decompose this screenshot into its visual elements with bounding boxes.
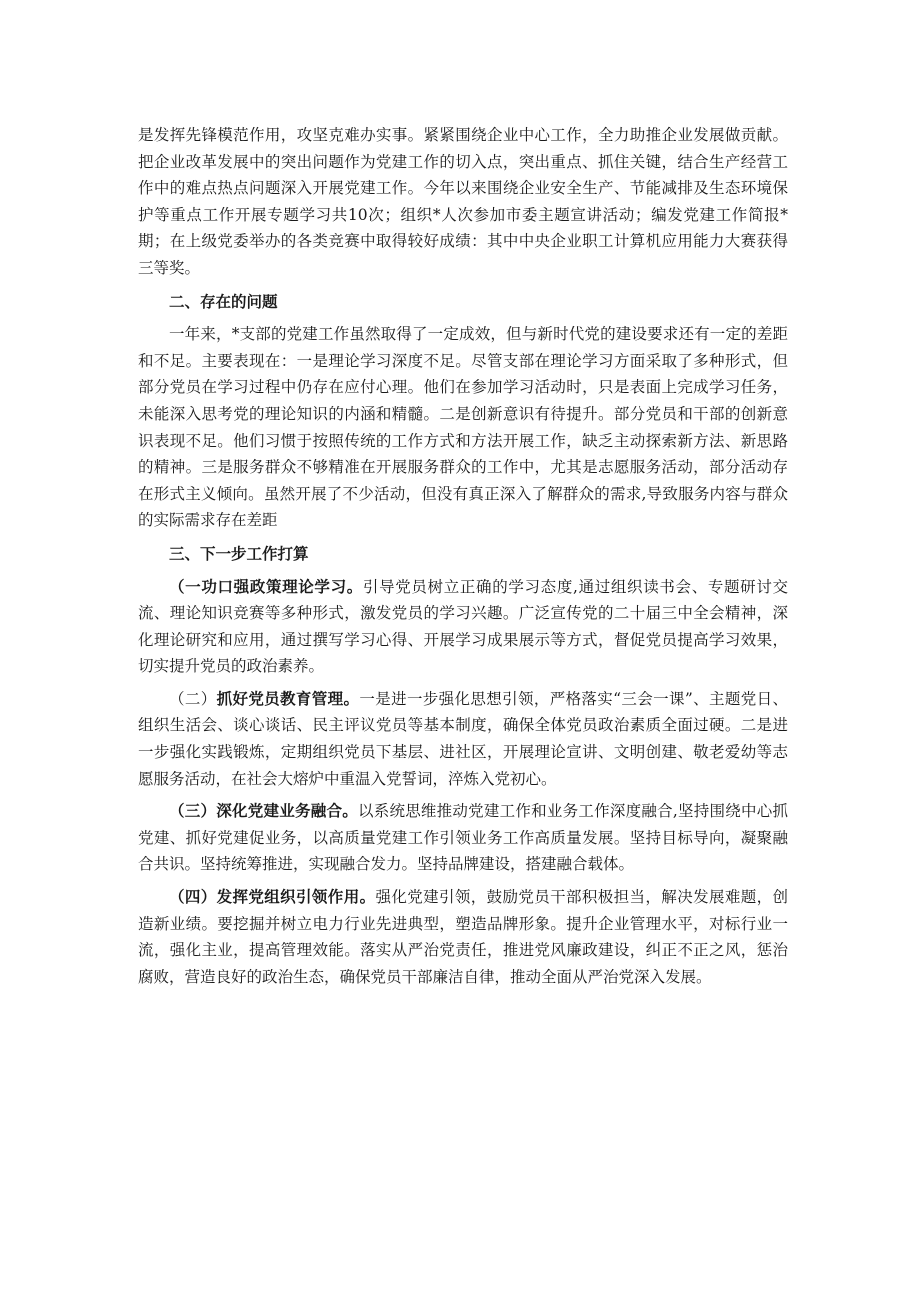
plan-item-4-text: 强化党建引领，鼓励党员干部积极担当，解决发展难题，创造新业绩。要挖掘并树立电力行业先进典型，塑造品牌形象。提升企业管理水平，对标行业一流，强化主业，提高管理效能。落实从严治党责任，推进党风廉政建设，纠正不正之风，惩治腐败，营造良好的政治生态，确保党员干部廉洁自律，推动全面从严治党深入发展。 — [138, 888, 788, 986]
problems-paragraph: 一年来，*支部的党建工作虽然取得了一定成效，但与新时代党的建设要求还有一定的差距和不足。主要表现在：一是理论学习深度不足。尽管支部在理论学习方面采取了多种形式，但部分党员在学习过程中仍存在应付心理。他们在参加学习活动时，只是表面上完成学习任务，未能深入思考党的理论知识的内涵和精髓。二是创新意识有待提升。部分党员和干部的创新意识表现不足。他们习惯于按照传统的工作方式和方法开展工作，缺乏主动探索新方法、新思路的精神。三是服务群众不够精准在开展服务群众的工作中，尤其是志愿服务活动，部分活动存在形式主义倾向。虽然开展了不少活动，但没有真正深入了解群众的需求,导致服务内容与群众的实际需求存在差距 — [138, 325, 788, 530]
plan-item-2-lead-prefix: （二） — [169, 689, 217, 708]
plan-item-3-lead: （三）深化党建业务融合。 — [169, 802, 358, 821]
document-body — [138, 122, 788, 990]
plan-item-1-text: 引导党员树立正确的学习态度,通过组织读书会、专题研讨交流、理论知识竞赛等多种形式，激发党员的学习兴趣。广泛宣传党的二十届三中全会精神，深化理论研究和应用，通过撰写学习心得、开展学习成果展示等方式，督促党员提高学习效果，切实提升党员的政治素养。 — [138, 577, 788, 676]
plan-item-3-text: 以系统思维推动党建工作和业务工作深度融合,坚持围绕中心抓党建、抓好党建促业务，以高质量党建工作引领业务工作高质量发展。坚持目标导向，凝聚融合共识。坚持统筹推进，实现融合发力。坚持品牌建设，搭建融合载体。 — [138, 802, 788, 874]
plan-item-1-lead: （一功口强政策理论学习。 — [169, 577, 363, 596]
plan-item-2-lead: 抓好党员教育管理。 — [216, 689, 360, 708]
section-heading-next-steps: 三、下一步工作打算 — [169, 544, 309, 563]
plan-item-2 — [138, 686, 788, 792]
plan-item-1 — [138, 574, 788, 680]
section-heading-problems: 二、存在的问题 — [169, 292, 278, 311]
plan-item-4-lead: （四）发挥党组织引领作用。 — [169, 888, 376, 907]
plan-item-4 — [138, 884, 788, 990]
plan-item-3 — [138, 798, 788, 878]
plan-item-2-text: 一是进一步强化思想引领，严格落实“三会一课”、主题党日、组织生活会、谈心谈话、民主评议党员等基本制度，确保全体党员政治素质全面过硬。二是进一步强化实践锻炼，定期组织党员下基层、进社区，开展理论宣讲、文明创建、敬老爱幼等志愿服务活动，在社会大熔炉中重温入党誓词，淬炼入党初心。 — [138, 689, 788, 788]
intro-paragraph: 是发挥先锋模范作用，攻坚克难办实事。紧紧围绕企业中心工作，全力助推企业发展做贡献。把企业改革发展中的突出问题作为党建工作的切入点，突出重点、抓住关键，结合生产经营工作中的难点热点问题深入开展党建工作。今年以来围绕企业安全生产、节能减排及生态环境保护等重点工作开展专题学习共10次；组织*人次参加市委主题宣讲活动；编发党建工作简报*期；在上级党委举办的各类竞赛中取得较好成绩：其中中央企业职工计算机应用能力大赛获得三等奖。 — [138, 126, 788, 277]
